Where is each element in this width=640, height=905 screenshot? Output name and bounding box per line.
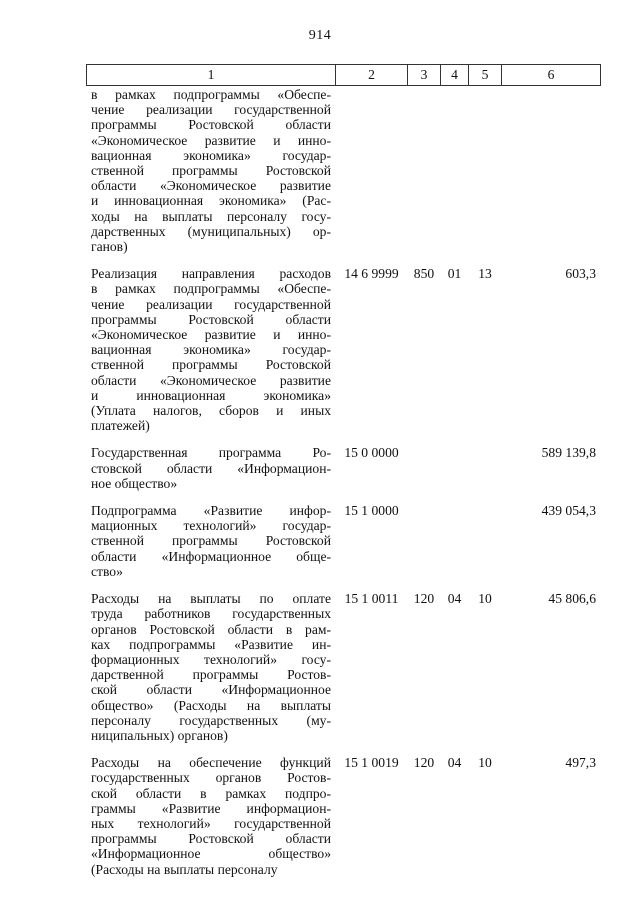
description-line: области «Экономическое развитие (91, 372, 331, 388)
description-line: дарственных (муниципальных) ор- (91, 223, 331, 239)
description-line: (Уплата налогов, сборов и иных (91, 403, 331, 419)
description-line: в рамках подпрограммы «Обеспе- (91, 87, 331, 102)
description-line: Подпрограмма «Развитие инфор- (91, 503, 331, 519)
table-row (87, 266, 601, 445)
row-expense-type (408, 503, 441, 591)
description-line: «Экономическое развитие и инно- (91, 132, 331, 148)
row-amount: 603,3 (565, 266, 596, 282)
description-line: ках подпрограммы «Развитие ин- (91, 636, 331, 652)
row-amount (502, 86, 601, 267)
row-section: 01 (447, 266, 462, 282)
description-line: ственной программы Ростовской (91, 357, 331, 373)
row-description (87, 591, 336, 755)
column-header-5: 5 (469, 65, 502, 86)
column-header-1: 1 (87, 65, 336, 86)
description-line: программы Ростовской области (91, 831, 331, 847)
row-subsection (469, 86, 502, 267)
row-section (441, 445, 469, 503)
description-line: чение реализации государственной (91, 296, 331, 312)
row-target-code: 15 1 0011 (344, 591, 399, 607)
description-line: ганов) (91, 239, 128, 255)
description-line: в рамках подпрограммы «Обеспе- (91, 281, 331, 297)
description-line: персоналу государственных (му- (91, 712, 331, 728)
row-target-code (336, 86, 408, 267)
row-subsection (469, 503, 502, 591)
description-line: программы Ростовской области (91, 117, 331, 133)
description-line: граммы «Развитие информацион- (91, 800, 331, 816)
description-line: Реализация направления расходов (91, 266, 331, 282)
row-target-code: 15 0 0000 (344, 445, 399, 461)
row-subsection: 10 (478, 755, 492, 771)
row-description (87, 445, 336, 503)
description-line: ство» (91, 563, 123, 579)
row-target-code: 15 1 0000 (344, 503, 399, 519)
column-header-2: 2 (336, 65, 408, 86)
column-header-3: 3 (408, 65, 441, 86)
budget-table (86, 64, 601, 889)
row-expense-type: 850 (413, 266, 435, 282)
row-description (87, 266, 336, 445)
row-section (441, 503, 469, 591)
description-line: чение реализации государственной (91, 102, 331, 118)
description-line: органов Ростовской области в рам- (91, 621, 331, 637)
table-body (87, 86, 601, 889)
description-line: ственной программы Ростовской (91, 533, 331, 549)
row-subsection: 13 (478, 266, 492, 282)
row-target-code: 14 6 9999 (344, 266, 399, 282)
description-line: труда работников государственных (91, 606, 331, 622)
row-expense-type: 120 (413, 755, 435, 771)
description-line: ходы на выплаты персоналу госу- (91, 208, 331, 224)
row-expense-type (408, 86, 441, 267)
row-expense-type (408, 445, 441, 503)
description-line: платежей) (91, 418, 150, 434)
table-row (87, 86, 601, 267)
description-line: Государственная программа Ро- (91, 445, 331, 461)
description-line: ных технологий» государственной (91, 815, 331, 831)
description-line: ниципальных) органов) (91, 727, 228, 743)
page-number: 914 (308, 28, 332, 43)
row-description (87, 86, 336, 267)
description-line: дарственной программы Ростов- (91, 667, 331, 683)
description-line: и инновационная экономика» (91, 387, 331, 403)
description-line: и инновационная экономика» (Рас- (91, 193, 331, 209)
table-row (87, 755, 601, 889)
header-row (87, 65, 601, 86)
description-line: стовской области «Информацион- (91, 460, 331, 476)
row-description (87, 755, 336, 889)
column-header-6: 6 (502, 65, 601, 86)
row-description (87, 503, 336, 591)
description-line: (Расходы на выплаты персоналу (91, 861, 278, 877)
description-line: мационных технологий» государ- (91, 518, 331, 534)
description-line: ственной программы Ростовской (91, 163, 331, 179)
table-row (87, 445, 601, 503)
row-amount: 439 054,3 (541, 503, 596, 519)
description-line: общество» (Расходы на выплаты (91, 697, 331, 713)
row-section (441, 86, 469, 267)
description-line: ской области в рамках подпро- (91, 785, 331, 801)
row-subsection (469, 445, 502, 503)
description-line: Расходы на выплаты по оплате (91, 591, 331, 607)
row-amount: 589 139,8 (541, 445, 596, 461)
description-line: области «Информационное обще- (91, 548, 331, 564)
description-line: ской области «Информационное (91, 682, 331, 698)
description-line: вационная экономика» государ- (91, 342, 331, 358)
row-target-code: 15 1 0019 (344, 755, 399, 771)
column-header-4: 4 (441, 65, 469, 86)
description-line: вационная экономика» государ- (91, 147, 331, 163)
row-section: 04 (447, 591, 462, 607)
description-line: программы Ростовской области (91, 311, 331, 327)
row-section: 04 (447, 755, 462, 771)
table-row (87, 503, 601, 591)
table-row (87, 591, 601, 755)
description-line: «Экономическое развитие и инно- (91, 327, 331, 343)
description-line: «Информационное общество» (91, 846, 331, 862)
description-line: Расходы на обеспечение функций (91, 755, 331, 771)
description-line: области «Экономическое развитие (91, 178, 331, 194)
row-amount: 45 806,6 (548, 591, 596, 607)
description-line: формационных технологий» госу- (91, 651, 331, 667)
description-line: государственных органов Ростов- (91, 770, 331, 786)
row-subsection: 10 (478, 591, 492, 607)
row-amount: 497,3 (565, 755, 596, 771)
row-expense-type: 120 (413, 591, 435, 607)
description-line: ное общество» (91, 475, 178, 491)
